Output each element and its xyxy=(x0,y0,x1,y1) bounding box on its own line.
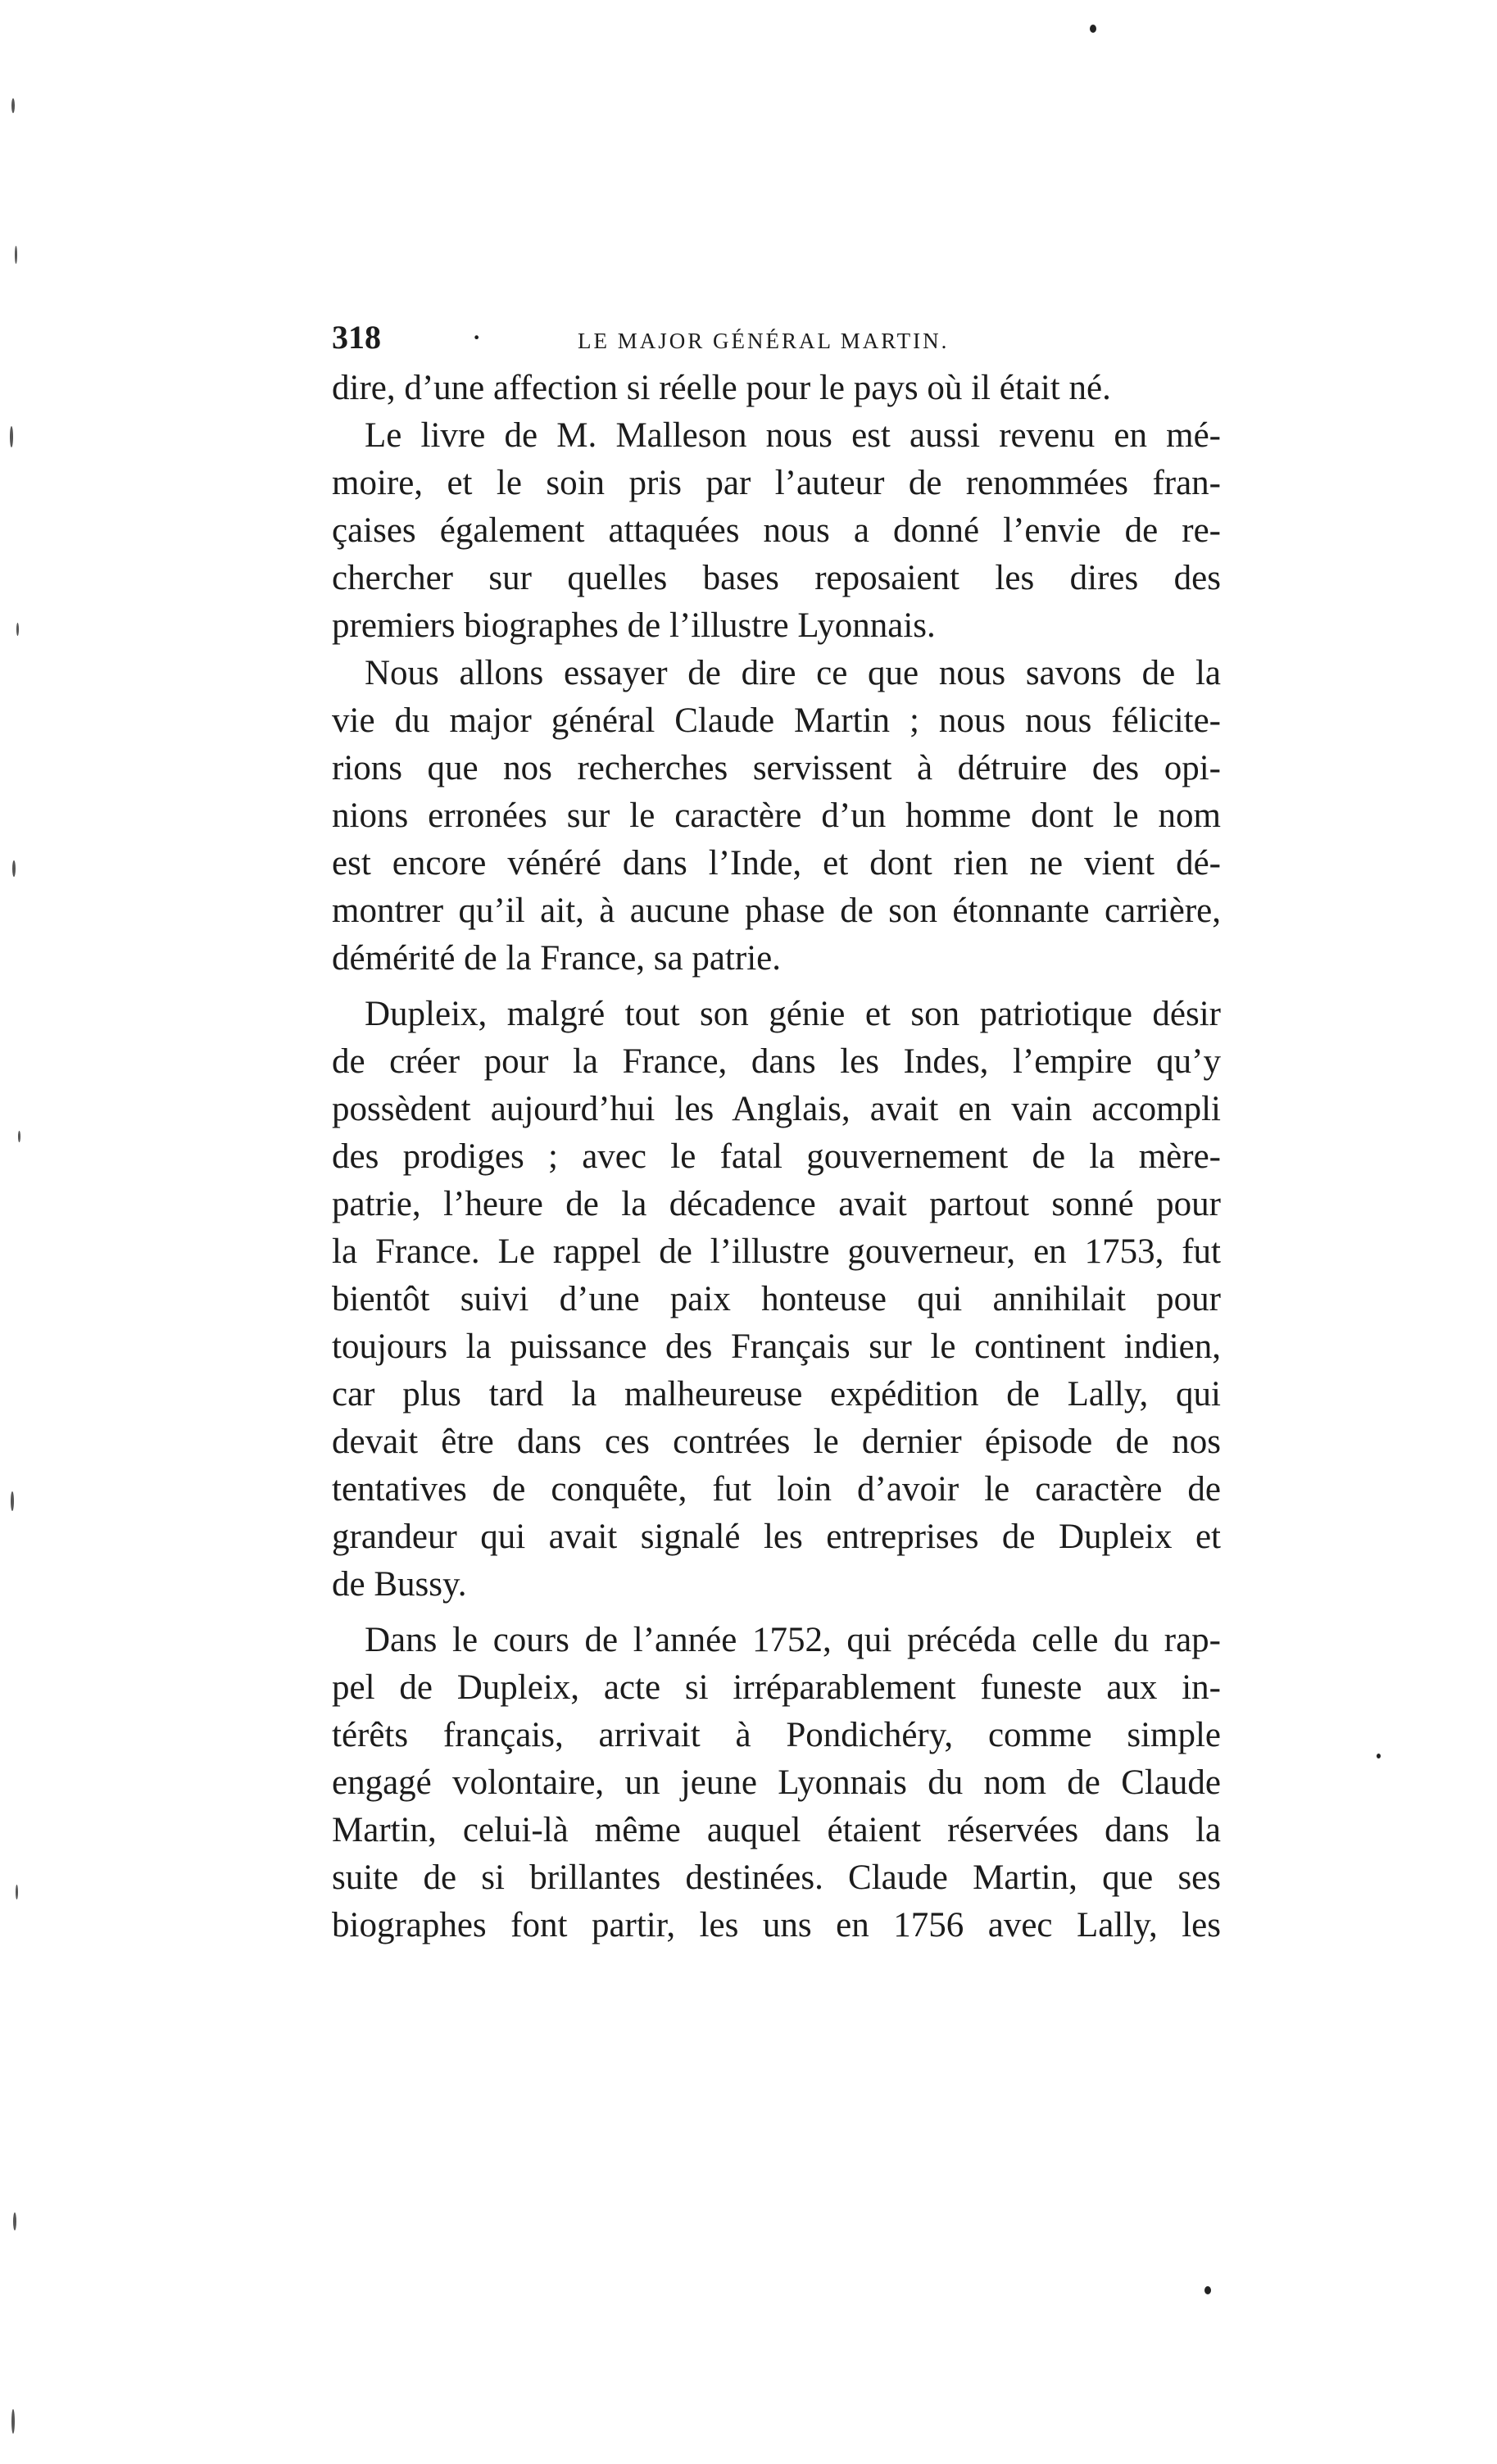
scan-speck xyxy=(1090,25,1096,33)
text-line: premiers biographes de l’illustre Lyonnais. xyxy=(332,606,936,645)
text-line: devait être dans ces contrées le dernier épisode de nos xyxy=(332,1423,1221,1461)
text-line: nions erronées sur le caractère d’un homme dont le nom xyxy=(332,796,1221,835)
text-line: possèdent aujourd’hui les Anglais, avait en vain accompli xyxy=(332,1090,1221,1128)
text-line: rions que nos recherches servissent à détruire des opi- xyxy=(332,749,1221,787)
text-line: biographes font partir, les uns en 1756 avec Lally, les xyxy=(332,1906,1221,1944)
header-separator: · xyxy=(471,319,483,356)
text-line: dire, d’une affection si réelle pour le pays où il était né. xyxy=(332,369,1111,407)
text-line: Le livre de M. Malleson nous est aussi revenu en mé- xyxy=(365,416,1221,455)
text-line: la France. Le rappel de l’illustre gouverneur, en 1753, fut xyxy=(332,1232,1221,1271)
text-line: toujours la puissance des Français sur le continent indien, xyxy=(332,1327,1221,1366)
scan-speck xyxy=(11,2409,15,2434)
text-line: Nous allons essayer de dire ce que nous savons de la xyxy=(365,654,1221,692)
scan-speck xyxy=(1377,1754,1381,1758)
page-number: 318 xyxy=(332,319,381,356)
text-line: démérité de la France, sa patrie. xyxy=(332,939,781,978)
scan-speck xyxy=(16,1885,18,1899)
text-line: car plus tard la malheureuse expédition de Lally, qui xyxy=(332,1375,1221,1414)
text-line: térêts français, arrivait à Pondichéry, comme simple xyxy=(332,1716,1221,1754)
scan-speck xyxy=(12,860,16,877)
scan-speck xyxy=(10,426,13,447)
text-line: Martin, celui-là même auquel étaient réservées dans la xyxy=(332,1811,1221,1849)
text-line: Dupleix, malgré tout son génie et son patriotique désir xyxy=(365,995,1221,1033)
page-header xyxy=(332,315,1221,361)
scan-speck xyxy=(16,623,19,636)
paragraph-gap xyxy=(332,982,1221,991)
text-line: moire, et le soin pris par l’auteur de renommées fran- xyxy=(332,464,1221,502)
paragraph-gap xyxy=(332,1609,1221,1617)
text-line: tentatives de conquête, fut loin d’avoir le caractère de xyxy=(332,1470,1221,1509)
body-text xyxy=(332,365,1221,1949)
scan-speck xyxy=(11,1491,14,1511)
text-line: grandeur qui avait signalé les entreprises de Dupleix et xyxy=(332,1518,1221,1556)
scan-speck xyxy=(15,246,17,264)
scan-speck xyxy=(13,2212,16,2230)
text-line: est encore vénéré dans l’Inde, et dont rien ne vient dé- xyxy=(332,844,1221,883)
text-line: Dans le cours de l’année 1752, qui précéda celle du rap- xyxy=(365,1621,1221,1659)
text-line: bientôt suivi d’une paix honteuse qui annihilait pour xyxy=(332,1280,1221,1318)
text-line: montrer qu’il ait, à aucune phase de son étonnante carrière, xyxy=(332,892,1221,930)
text-line: de Bussy. xyxy=(332,1565,467,1604)
text-line: de créer pour la France, dans les Indes, l’empire qu’y xyxy=(332,1042,1221,1081)
text-line: suite de si brillantes destinées. Claude Martin, que ses xyxy=(332,1858,1221,1897)
scan-speck xyxy=(1204,2286,1211,2294)
text-line: çaises également attaquées nous a donné l’envie de re- xyxy=(332,511,1221,550)
text-line: chercher sur quelles bases reposaient les dires des xyxy=(332,559,1221,597)
text-line: engagé volontaire, un jeune Lyonnais du nom de Claude xyxy=(332,1763,1221,1802)
text-line: patrie, l’heure de la décadence avait partout sonné pour xyxy=(332,1185,1221,1223)
running-title: LE MAJOR GÉNÉRAL MARTIN. xyxy=(578,329,950,353)
scan-speck xyxy=(18,1131,20,1142)
text-line: vie du major général Claude Martin ; nous nous félicite- xyxy=(332,701,1221,740)
scan-edge-artifacts xyxy=(0,0,74,2464)
text-line: pel de Dupleix, acte si irréparablement funeste aux in- xyxy=(332,1668,1221,1707)
text-line: des prodiges ; avec le fatal gouvernement de la mère- xyxy=(332,1137,1221,1176)
scan-speck xyxy=(11,98,15,113)
